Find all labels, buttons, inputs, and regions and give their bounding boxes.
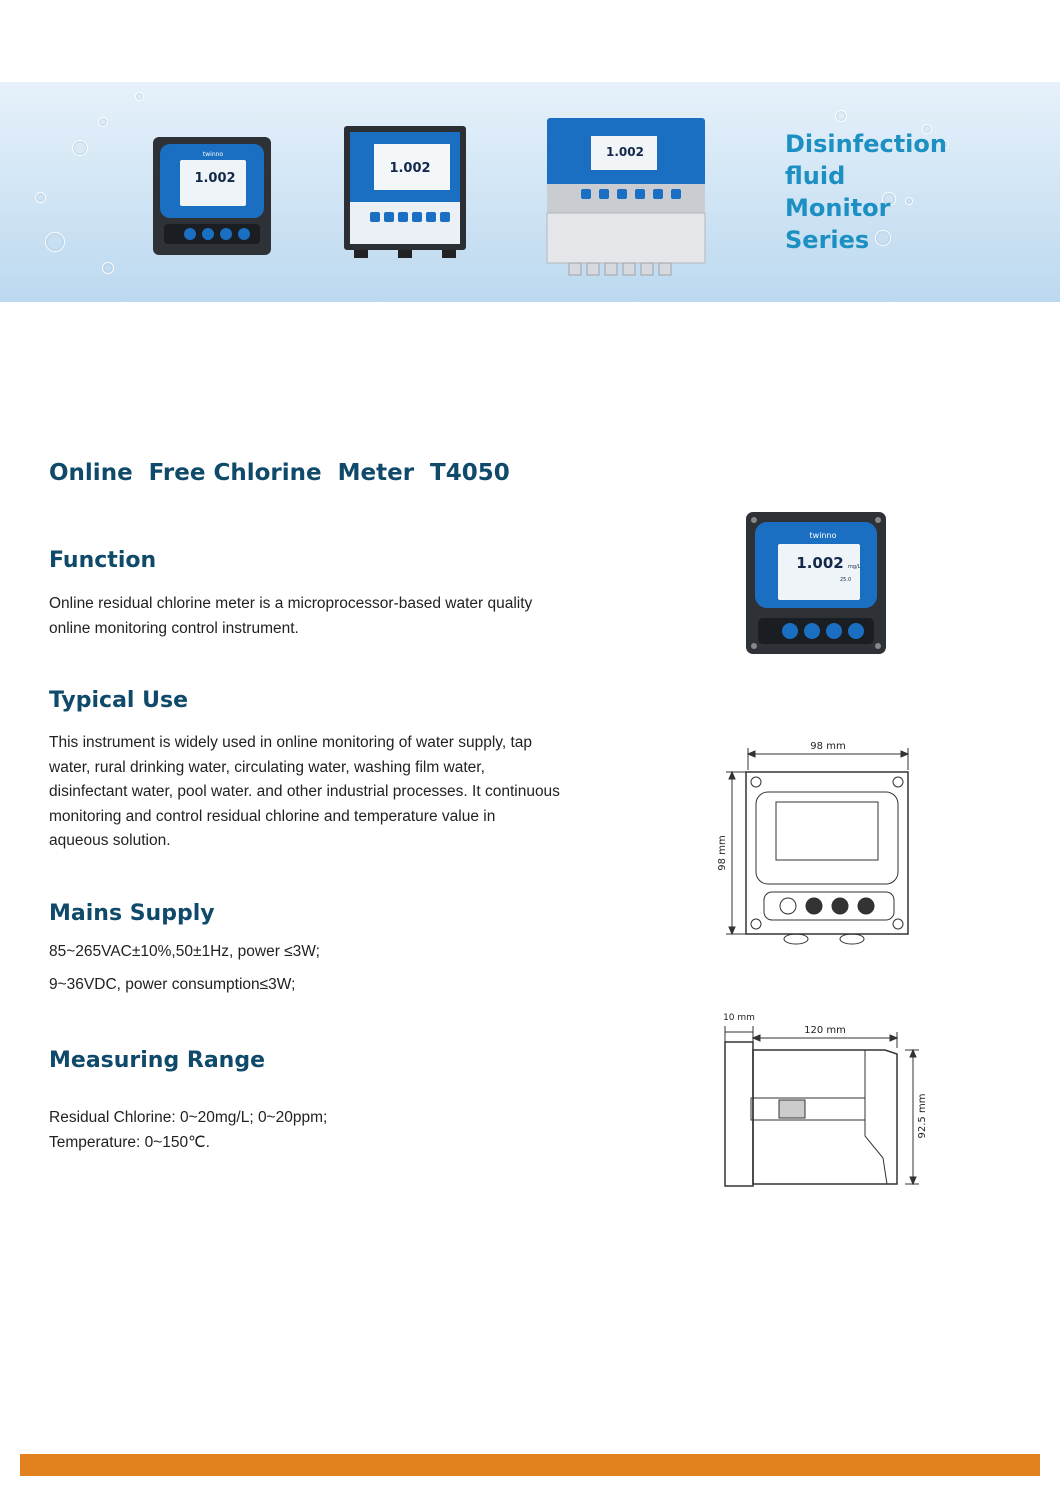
device-temp: 25.0: [840, 577, 852, 583]
front-dimension-drawing: [710, 736, 920, 950]
device-reading: 1.002: [796, 554, 844, 572]
typical-use-line: monitoring and control residual chlorine and temperature value in: [49, 807, 496, 825]
banner: [0, 82, 1060, 302]
measuring-range-temperature: Temperature: 0~150℃.: [49, 1134, 210, 1151]
function-text: [49, 592, 629, 641]
device-brand-label: twinno: [202, 151, 224, 158]
function-line: online monitoring control instrument.: [49, 619, 299, 637]
side-height-label: 92.5 mm: [917, 1093, 928, 1139]
typical-use-line: disinfectant water, pool water. and other industrial processes. It continuous: [49, 783, 560, 800]
device-reading: 1.002: [606, 145, 644, 159]
measuring-range-heading: Measuring Range: [49, 1048, 265, 1073]
device-reading: 1.002: [194, 171, 236, 186]
side-depth-label: 120 mm: [804, 1025, 846, 1036]
device-brand-label: twinno: [809, 531, 837, 540]
series-line-1: Disinfection: [785, 130, 947, 158]
bubble: [45, 232, 65, 252]
footer-bar: [20, 1454, 1040, 1476]
typical-use-text: [49, 731, 629, 854]
bubble: [835, 110, 847, 122]
panel-meter-product-image: [150, 134, 275, 259]
series-line-4: Series: [785, 226, 870, 254]
device-reading: 1.002: [389, 161, 431, 176]
mains-supply-dc: 9~36VDC, power consumption≤3W;: [49, 976, 296, 993]
typical-use-line: water, rural drinking water, circulating water, washing film water,: [49, 758, 485, 776]
t4050-product-photo: [740, 508, 890, 660]
square-meter-product-image: [340, 124, 470, 264]
mains-supply-heading: Mains Supply: [49, 901, 215, 926]
wall-mount-meter-product-image: [543, 114, 718, 279]
side-bezel-label: 10 mm: [723, 1013, 755, 1023]
product-title: Online Free Chlorine Meter T4050: [49, 460, 510, 486]
side-dimension-drawing: [715, 1008, 935, 1190]
typical-use-line: aqueous solution.: [49, 832, 171, 849]
bubble: [98, 117, 108, 127]
mains-supply-ac: 85~265VAC±10%,50±1Hz, power ≤3W;: [49, 943, 320, 960]
measuring-range-chlorine: Residual Chlorine: 0~20mg/L; 0~20ppm;: [49, 1109, 328, 1126]
series-title: [785, 128, 947, 256]
front-height-label: 98 mm: [717, 835, 728, 871]
bubble: [135, 92, 144, 101]
bubble: [102, 262, 114, 274]
function-line: Online residual chlorine meter is a microprocessor-based water quality: [49, 595, 533, 612]
device-unit: mg/L: [848, 564, 861, 570]
typical-use-heading: Typical Use: [49, 688, 188, 713]
bubble: [72, 140, 88, 156]
bubble: [35, 192, 46, 203]
series-line-3: Monitor: [785, 194, 891, 222]
typical-use-line: This instrument is widely used in online monitoring of water supply, tap: [49, 734, 533, 751]
series-line-2: fluid: [785, 162, 846, 190]
function-heading: Function: [49, 548, 157, 573]
front-width-label: 98 mm: [810, 741, 846, 752]
